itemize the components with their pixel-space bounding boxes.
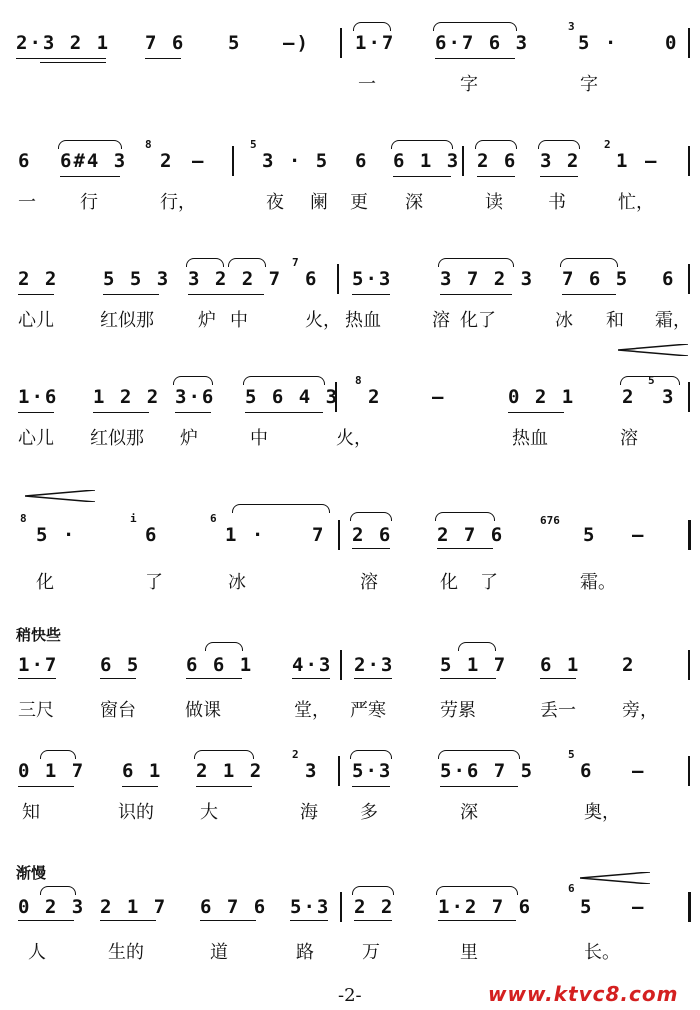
note: 5·3	[352, 760, 393, 782]
note: 6	[305, 268, 319, 290]
note: 5 ·	[578, 32, 619, 54]
lyrics-row	[0, 424, 700, 454]
lyric: 海	[300, 802, 318, 823]
lyric: 一	[18, 192, 36, 213]
lyric: 深	[405, 192, 423, 213]
lyric: 冰	[555, 310, 573, 331]
lyrics-row	[0, 696, 700, 726]
lyric: 窗台	[100, 700, 136, 721]
note: 5 6 4 3	[245, 386, 340, 408]
lyric: 溶	[360, 572, 378, 593]
score-system-4	[0, 364, 700, 484]
lyric: 化了	[460, 310, 496, 331]
barline	[338, 520, 340, 550]
note: —	[632, 896, 646, 918]
slur	[243, 376, 325, 385]
note: 6	[580, 760, 594, 782]
note: 2 1 7	[100, 896, 168, 918]
barline	[340, 28, 342, 58]
underline	[18, 920, 74, 921]
barline	[335, 382, 337, 412]
note: 6 1	[122, 760, 163, 782]
underline	[540, 176, 578, 177]
underline	[292, 678, 330, 679]
note: 1·6	[18, 386, 59, 408]
underline	[16, 58, 106, 59]
underline	[60, 176, 120, 177]
underline	[18, 412, 54, 413]
note: 1·7	[355, 32, 396, 54]
underline	[200, 920, 256, 921]
note: 2	[622, 386, 636, 408]
slur	[205, 642, 243, 651]
site-watermark: www.ktvc8.com	[488, 982, 679, 1006]
slur	[350, 750, 392, 759]
slur	[228, 258, 266, 267]
note: —)	[283, 32, 310, 54]
barline	[688, 520, 691, 550]
grace-note: i	[130, 512, 137, 525]
underline	[354, 678, 392, 679]
lyric: 霜，	[655, 310, 691, 331]
underline	[188, 294, 264, 295]
barline	[688, 892, 691, 922]
note: 3·6	[175, 386, 216, 408]
grace-note: 3	[568, 20, 575, 33]
underline	[352, 548, 390, 549]
slur	[232, 504, 330, 513]
underline	[354, 920, 392, 921]
lyric: 多	[360, 802, 378, 823]
note: —	[632, 524, 646, 546]
note: 2 2	[18, 268, 59, 290]
score-system-1	[0, 10, 700, 130]
slur	[352, 886, 394, 895]
note: 2 7 6	[437, 524, 505, 546]
slur	[620, 376, 680, 385]
grace-note: 6	[568, 882, 575, 895]
underline	[290, 920, 328, 921]
lyric: 奥，	[584, 802, 620, 823]
lyric: 更	[350, 192, 368, 213]
slur	[475, 140, 517, 149]
note: 6 1 3	[393, 150, 461, 172]
note: 7	[312, 524, 326, 546]
score-system-2	[0, 128, 700, 248]
grace-note: 676	[540, 514, 560, 527]
lyric: 心儿	[18, 310, 54, 331]
note: 2 6	[352, 524, 393, 546]
barline	[337, 264, 339, 294]
slur	[194, 750, 254, 759]
note: —	[645, 150, 659, 172]
note: 6	[662, 268, 676, 290]
lyric: 字	[580, 74, 598, 95]
note: 7 6	[145, 32, 186, 54]
grace-note: 2	[604, 138, 611, 151]
barline	[688, 28, 690, 58]
note: 5	[228, 32, 242, 54]
underline	[435, 58, 515, 59]
lyric: 和	[606, 310, 624, 331]
lyric: 行，	[160, 192, 196, 213]
note: —	[432, 386, 446, 408]
lyric: 丢一	[540, 700, 576, 721]
barline	[688, 650, 690, 680]
score-system-7	[0, 738, 700, 858]
note: 0	[665, 32, 679, 54]
lyric: 里	[460, 942, 478, 963]
grace-note: 7	[292, 256, 299, 269]
note: 3	[305, 760, 319, 782]
underline	[438, 920, 516, 921]
lyric: 炉	[198, 310, 216, 331]
lyric: 中	[230, 310, 248, 331]
slur	[58, 140, 122, 149]
slur	[436, 886, 518, 895]
barline	[232, 146, 234, 176]
underline	[352, 786, 390, 787]
note: 6·7 6 3	[435, 32, 530, 54]
grace-note: 2	[292, 748, 299, 761]
note: 6	[145, 524, 159, 546]
slur	[435, 512, 495, 521]
underline	[562, 294, 616, 295]
score-system-6	[0, 620, 700, 740]
lyric: 一	[358, 74, 376, 95]
note: 3 2	[540, 150, 581, 172]
lyrics-row	[0, 798, 700, 828]
grace-note: 5	[648, 374, 655, 387]
slur	[173, 376, 213, 385]
slur	[391, 140, 453, 149]
grace-note: 6	[210, 512, 217, 525]
note: 3 2 2 7	[188, 268, 283, 290]
note: 5 5 3	[103, 268, 171, 290]
lyric: 行	[80, 192, 98, 213]
underline	[100, 920, 156, 921]
lyrics-row	[0, 188, 700, 218]
lyric: 了	[145, 572, 163, 593]
barline	[462, 146, 464, 176]
underline	[145, 58, 181, 59]
lyrics-row	[0, 938, 700, 968]
tempo-marking: 稍快些	[16, 626, 62, 644]
grace-note: 5	[250, 138, 257, 151]
underline	[352, 294, 390, 295]
lyric: 做课	[185, 700, 221, 721]
underline	[437, 548, 493, 549]
lyric: 字	[460, 74, 478, 95]
slur	[538, 140, 580, 149]
note: 3 7 2 3	[440, 268, 535, 290]
underline	[440, 678, 496, 679]
lyric: 道	[210, 942, 228, 963]
lyric: 溶	[432, 310, 450, 331]
lyric: 万	[362, 942, 380, 963]
underline	[18, 786, 74, 787]
underline	[540, 678, 576, 679]
lyric: 冰	[228, 572, 246, 593]
note: —	[632, 760, 646, 782]
barline	[688, 756, 690, 786]
lyric: 知	[22, 802, 40, 823]
note: 5 1 7	[440, 654, 508, 676]
crescendo-hairpin	[618, 344, 688, 356]
lyric: 路	[296, 942, 314, 963]
underline	[440, 786, 518, 787]
lyric: 夜	[266, 192, 284, 213]
note: 1 ·	[225, 524, 266, 546]
note: 4·3	[292, 654, 333, 676]
score-system-5	[0, 482, 700, 602]
lyric: 了	[480, 572, 498, 593]
lyric: 读	[485, 192, 503, 213]
note: 1·7	[18, 654, 59, 676]
underline	[122, 786, 158, 787]
grace-note: 5	[568, 748, 575, 761]
underline	[245, 412, 323, 413]
slur	[186, 258, 224, 267]
barline	[688, 382, 690, 412]
lyric: 热血	[512, 428, 548, 449]
underline	[18, 294, 54, 295]
lyric: 识的	[118, 802, 154, 823]
slur	[40, 886, 76, 895]
page-number: -2-	[338, 985, 362, 1006]
note: 2 1 2	[196, 760, 264, 782]
note: 5·3	[290, 896, 331, 918]
note: 6 1	[540, 654, 581, 676]
note: 6 6 1	[186, 654, 254, 676]
note: 0 2 1	[508, 386, 576, 408]
barline	[688, 264, 690, 294]
lyric: 旁，	[622, 700, 658, 721]
tempo-marking: 渐慢	[16, 864, 47, 882]
slur	[40, 750, 76, 759]
lyric: 生的	[108, 942, 144, 963]
underline	[393, 176, 451, 177]
lyrics-row	[0, 568, 700, 598]
slur	[458, 642, 496, 651]
lyric: 阑	[310, 192, 328, 213]
note: 2	[622, 654, 636, 676]
lyric: 火，	[336, 428, 372, 449]
lyric: 化	[440, 572, 458, 593]
note: 1·2 7 6	[438, 896, 533, 918]
note: 1	[616, 150, 630, 172]
slur	[560, 258, 618, 267]
lyric: 人	[28, 942, 46, 963]
slur	[433, 22, 517, 31]
slur	[353, 22, 391, 31]
note: 0 1 7	[18, 760, 86, 782]
lyric: 长。	[584, 942, 620, 963]
note: 3	[662, 386, 676, 408]
note: 6 5	[100, 654, 141, 676]
underline	[40, 62, 106, 63]
underline	[100, 678, 136, 679]
score-system-8	[0, 858, 700, 978]
barline	[688, 146, 690, 176]
lyric: 中	[250, 428, 268, 449]
barline	[338, 756, 340, 786]
notes-row	[0, 482, 700, 552]
note: 5 ·	[36, 524, 77, 546]
lyric: 劳累	[440, 700, 476, 721]
underline	[196, 786, 252, 787]
slur	[438, 750, 520, 759]
note: 0 2 3	[18, 896, 86, 918]
barline	[340, 650, 342, 680]
note: 6 7 6	[200, 896, 268, 918]
grace-note: 8	[20, 512, 27, 525]
underline	[477, 176, 515, 177]
note: 2·3	[354, 654, 395, 676]
note: 6#4 3	[60, 150, 128, 172]
slur	[350, 512, 392, 521]
note: 5	[583, 524, 597, 546]
underline	[175, 412, 211, 413]
notes-row	[0, 620, 700, 690]
lyric: 忙，	[618, 192, 654, 213]
lyric: 化	[36, 572, 54, 593]
lyric: 三尺	[18, 700, 54, 721]
lyric: 霜。	[580, 572, 616, 593]
underline	[508, 412, 564, 413]
note: 5·6 7 5	[440, 760, 535, 782]
note: 2 6	[477, 150, 518, 172]
note: 6	[18, 150, 32, 172]
underline	[18, 678, 56, 679]
lyric: 心儿	[18, 428, 54, 449]
note: —	[192, 150, 206, 172]
grace-note: 8	[145, 138, 152, 151]
lyric: 火，	[305, 310, 341, 331]
lyrics-row	[0, 70, 700, 100]
lyric: 溶	[620, 428, 638, 449]
lyric: 书	[548, 192, 566, 213]
lyric: 堂，	[294, 700, 330, 721]
lyric: 红似那	[100, 310, 154, 331]
underline	[186, 678, 242, 679]
note: 3 · 5	[262, 150, 330, 172]
lyric: 红似那	[90, 428, 144, 449]
lyric: 深	[460, 802, 478, 823]
note: 5·3	[352, 268, 393, 290]
underline	[440, 294, 512, 295]
note: 2	[160, 150, 174, 172]
lyric: 大	[200, 802, 218, 823]
lyric: 严寒	[350, 700, 386, 721]
underline	[93, 412, 149, 413]
slur	[438, 258, 514, 267]
underline	[103, 294, 159, 295]
note: 6	[355, 150, 369, 172]
note: 2	[368, 386, 382, 408]
grace-note: 8	[355, 374, 362, 387]
note: 5	[580, 896, 594, 918]
notes-row	[0, 858, 700, 928]
lyric: 炉	[180, 428, 198, 449]
note: 2 2	[354, 896, 395, 918]
barline	[340, 892, 342, 922]
note: 1 2 2	[93, 386, 161, 408]
score-system-3	[0, 246, 700, 366]
note: 2·3 2 1	[16, 32, 111, 54]
lyric: 热血	[345, 310, 381, 331]
lyrics-row	[0, 306, 700, 336]
note: 7 6 5	[562, 268, 630, 290]
